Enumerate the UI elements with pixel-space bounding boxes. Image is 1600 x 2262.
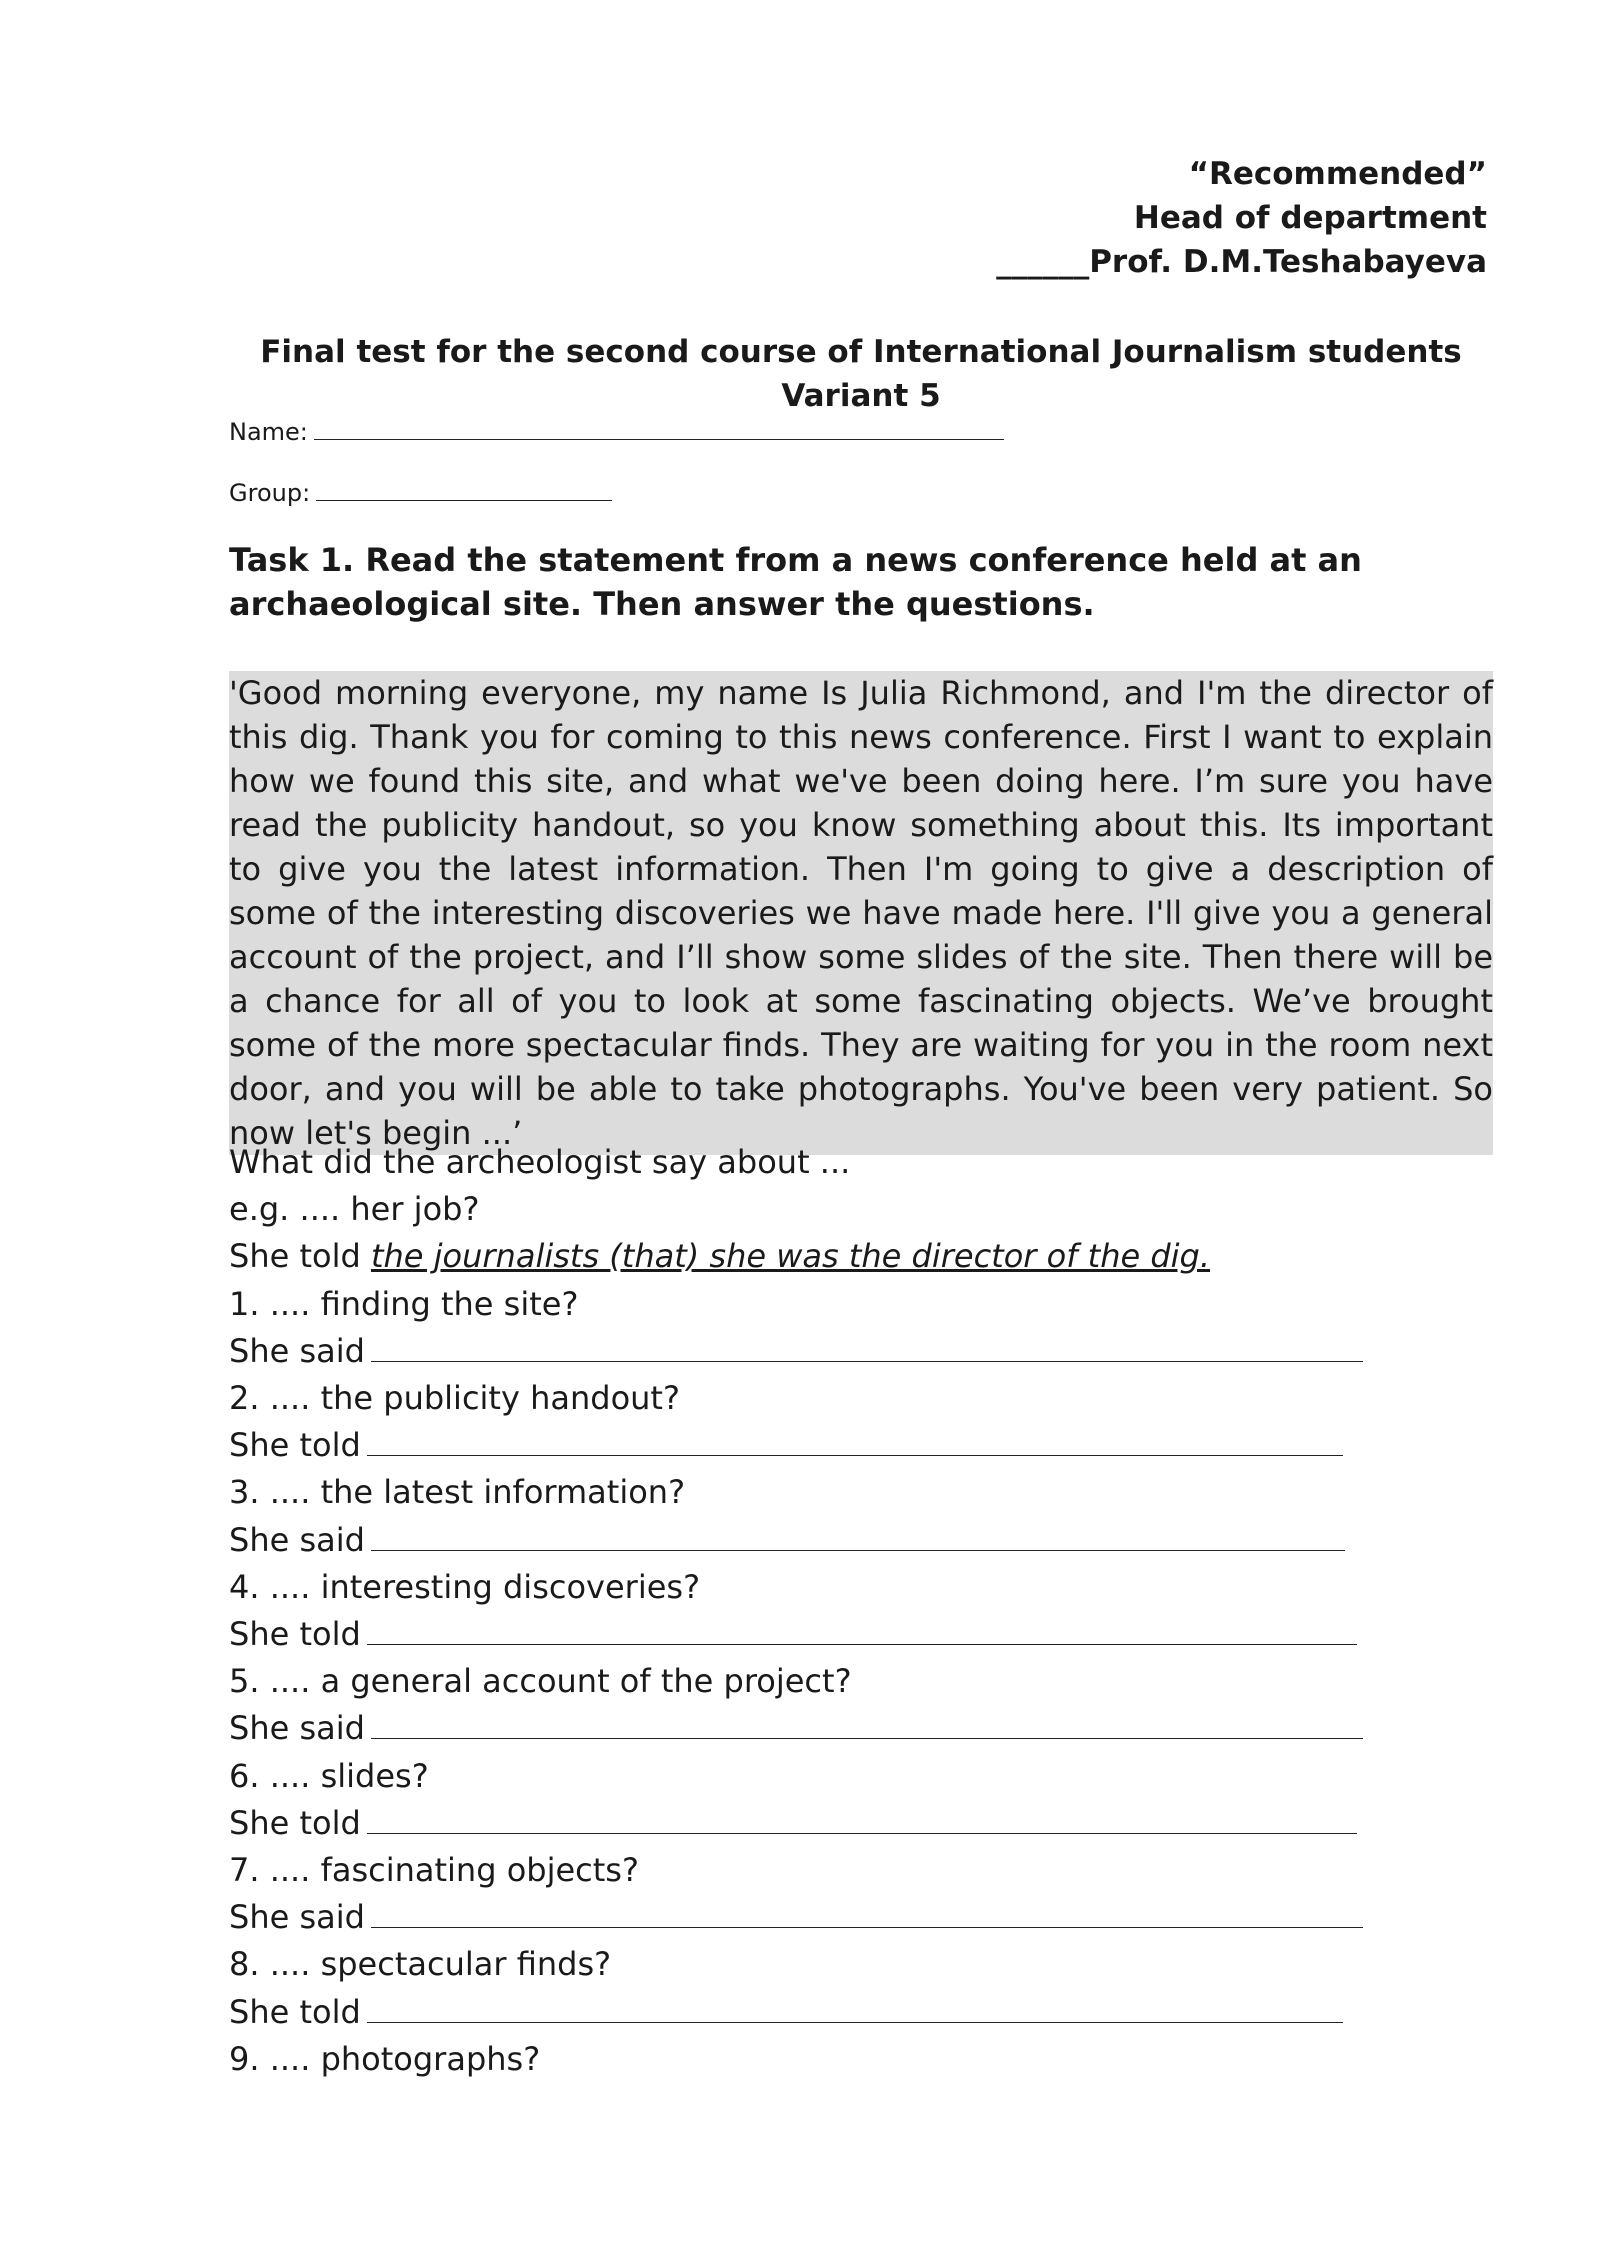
news-conference-passage: 'Good morning everyone, my name Is Julia Richmond, and I'm the director of this dig. Thank you for coming to this news conference. First I want to explain how we found this site, and what we've been doing here. I’m sure you have read the publicity handout, so you know something about this. Its important to give you the latest information. Then I'm going to give a description of some of the interesting discoveries we have made here. I'll give you a general account of the project, and I’ll show some slides of the site. Then there will be a chance for all of you to look at some fascinating objects. We’ve brought some of the more spectacular finds. They are waiting for you in the room next door, and you will be able to take photographs. You've been very patient. So now let's begin ...’	[229, 671, 1493, 1155]
answer-line-8	[229, 1989, 1429, 2036]
group-blank[interactable]	[316, 478, 612, 501]
question-2: 2. .... the publicity handout?	[229, 1379, 680, 1418]
question-7: 7. .... fascinating objects?	[229, 1851, 639, 1890]
answer-blank-5[interactable]	[371, 1710, 1363, 1739]
group-label: Group:	[229, 479, 311, 507]
professor-name: Prof. D.M.Teshabayeva	[1089, 244, 1487, 280]
name-label: Name:	[229, 418, 308, 446]
group-field[interactable]	[229, 478, 612, 508]
name-blank[interactable]	[314, 417, 1004, 440]
answer-blank-7[interactable]	[371, 1899, 1363, 1928]
answer-blank-3[interactable]	[371, 1522, 1345, 1551]
example-question: e.g. .... her job?	[229, 1190, 480, 1229]
head-of-department-label: Head of department	[1133, 200, 1487, 236]
answer-line-6	[229, 1800, 1429, 1847]
questions-section	[229, 1139, 1429, 2083]
signature-line	[996, 240, 1487, 284]
question-3: 3. .... the latest information?	[229, 1473, 686, 1512]
variant-label: Variant 5	[781, 378, 941, 414]
task-1-heading: Task 1. Read the statement from a news conference held at an archaeological site. Then answer the questions.	[229, 541, 1362, 623]
answer-line-3	[229, 1517, 1429, 1564]
answer-blank-2[interactable]	[367, 1427, 1343, 1456]
questions-prompt: What did the archeologist say about ...	[229, 1143, 851, 1181]
name-field[interactable]	[229, 417, 1004, 447]
example-answer-line	[229, 1233, 1429, 1280]
answer-prefix-6: She told	[229, 1803, 361, 1842]
question-4: 4. .... interesting discoveries?	[229, 1567, 701, 1606]
answer-blank-6[interactable]	[367, 1805, 1357, 1834]
answer-line-4	[229, 1611, 1429, 1658]
question-8: 8. .... spectacular finds?	[229, 1945, 612, 1984]
question-6: 6. .... slides?	[229, 1756, 429, 1795]
answer-prefix-3: She said	[229, 1520, 365, 1559]
title-line-1: Final test for the second course of International Journalism students	[260, 334, 1462, 370]
answer-line-7	[229, 1894, 1429, 1941]
example-answer-prefix: She told	[229, 1237, 361, 1276]
answer-prefix-1: She said	[229, 1331, 365, 1370]
answer-line-5	[229, 1705, 1429, 1752]
recommended-label: “Recommended”	[1188, 156, 1487, 192]
answer-prefix-2: She told	[229, 1426, 361, 1465]
answer-blank-4[interactable]	[367, 1616, 1357, 1645]
approval-block	[996, 152, 1487, 284]
answer-prefix-5: She said	[229, 1709, 365, 1748]
question-1: 1. .... finding the site?	[229, 1284, 579, 1323]
answer-line-1	[229, 1328, 1429, 1375]
answer-line-2	[229, 1422, 1429, 1469]
question-9: 9. .... photographs?	[229, 2039, 541, 2078]
question-5: 5. .... a general account of the project?	[229, 1662, 852, 1701]
signature-blank: ______	[996, 244, 1090, 280]
answer-prefix-4: She told	[229, 1615, 361, 1654]
example-answer: the journalists (that) she was the director of the dig.	[370, 1237, 1211, 1276]
answer-blank-8[interactable]	[367, 1994, 1343, 2023]
test-title	[229, 330, 1493, 418]
answer-prefix-8: She told	[229, 1992, 361, 2031]
answer-blank-1[interactable]	[371, 1333, 1363, 1362]
answer-prefix-7: She said	[229, 1898, 365, 1937]
